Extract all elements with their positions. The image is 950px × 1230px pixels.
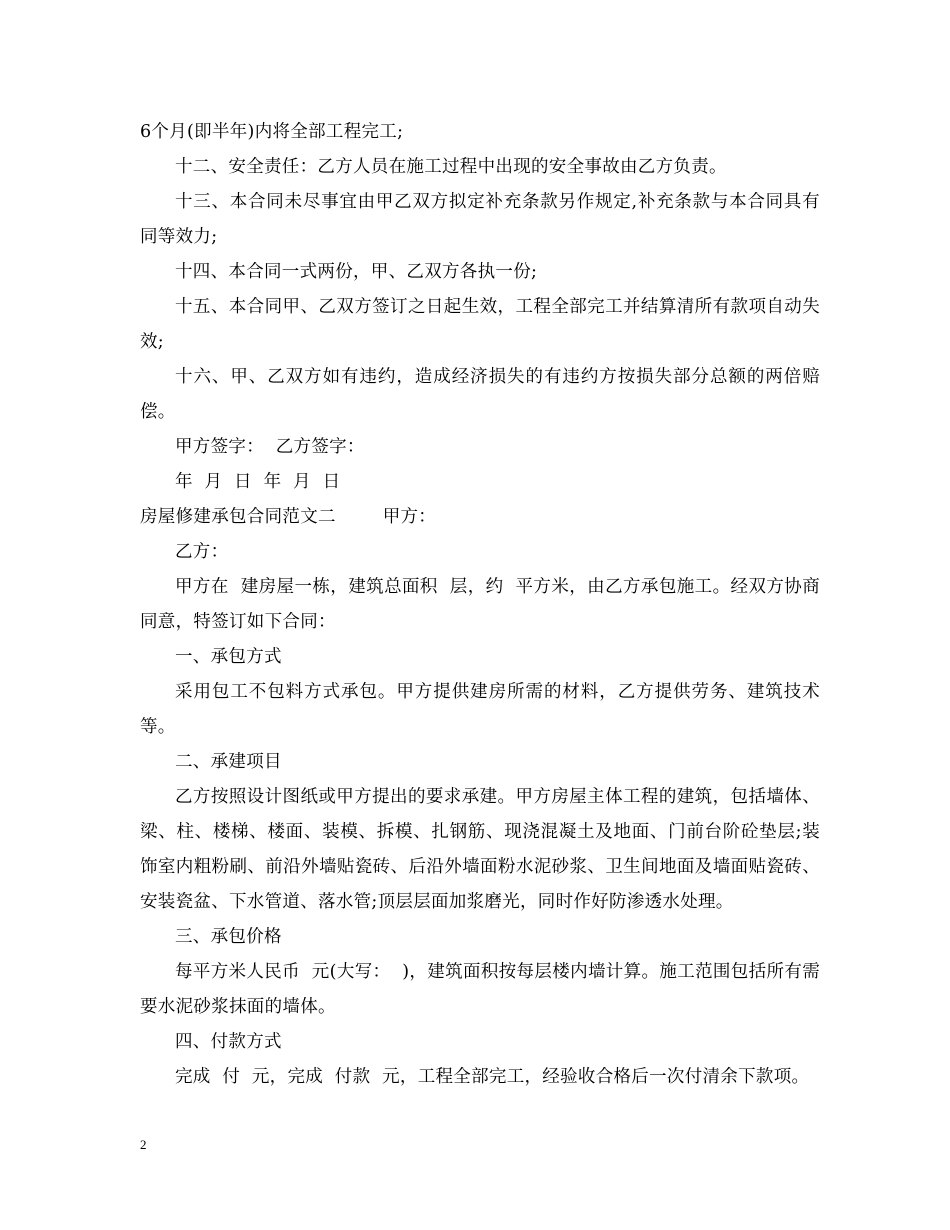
paragraph-clause-14-copies: 十四、本合同一式两份，甲、乙双方各执一份; bbox=[175, 262, 538, 282]
paragraph-clause-13-supplement: 十三、本合同未尽事宜由甲乙双方拟定补充条款另作规定,补充条款与本合同具有同等效力; bbox=[140, 192, 820, 247]
document-body bbox=[140, 115, 820, 1095]
paragraph-clause-15-effective: 十五、本合同甲、乙双方签订之日起生效，工程全部完工并结算清所有款项自动失效; bbox=[140, 297, 820, 352]
party-b-line: 乙方： bbox=[175, 542, 229, 562]
paragraph-construction-items: 乙方按照设计图纸或甲方提出的要求承建。甲方房屋主体工程的建筑，包括墙体、梁、柱、楼梯、楼面、装模、拆模、扎钢筋、现浇混凝土及地面、门前台阶砼垫层;装饰室内粗粉刷、前沿外墙贴瓷砖、后沿外墙面粉水泥砂浆、卫生间地面及墙面贴瓷砖、安装瓷盆、下水管道、落水管;顶层层面加浆磨光，同时作好防渗透水处理。 bbox=[140, 787, 820, 912]
date-line: 年 月 日 年 月 日 bbox=[175, 472, 341, 492]
paragraph-clause-12-safety: 十二、安全责任：乙方人员在施工过程中出现的安全事故由乙方负责。 bbox=[175, 157, 727, 177]
paragraph-clause-16-breach: 十六、甲、乙双方如有违约，造成经济损失的有违约方按损失部分总额的两倍赔偿。 bbox=[140, 367, 820, 422]
paragraph-intro: 甲方在 建房屋一栋，建筑总面积 层，约 平方米，由乙方承包施工。经双方协商同意，特签订如下合同： bbox=[140, 577, 820, 632]
heading-contracting-method: 一、承包方式 bbox=[175, 647, 282, 667]
paragraph-contracting-method: 采用包工不包料方式承包。甲方提供建房所需的材料，乙方提供劳务、建筑技术等。 bbox=[140, 682, 820, 737]
paragraph-completion-deadline: 6个月(即半年)内将全部工程完工; bbox=[140, 122, 404, 142]
heading-contract-price: 三、承包价格 bbox=[175, 927, 282, 947]
section-title-contract-two: 房屋修建承包合同范文二 甲方： bbox=[140, 507, 437, 527]
paragraph-contract-price: 每平方米人民币 元(大写： )，建筑面积按每层楼内墙计算。施工范围包括所有需要水泥砂浆抹面的墙体。 bbox=[140, 962, 820, 1017]
signature-line: 甲方签字： 乙方签字： bbox=[175, 437, 365, 457]
heading-construction-items: 二、承建项目 bbox=[175, 752, 282, 772]
heading-payment-method: 四、付款方式 bbox=[175, 1032, 282, 1052]
paragraph-payment-method: 完成 付 元，完成 付款 元，工程全部完工，经验收合格后一次付清余下款项。 bbox=[175, 1067, 810, 1087]
page-number: 2 bbox=[140, 1137, 147, 1152]
